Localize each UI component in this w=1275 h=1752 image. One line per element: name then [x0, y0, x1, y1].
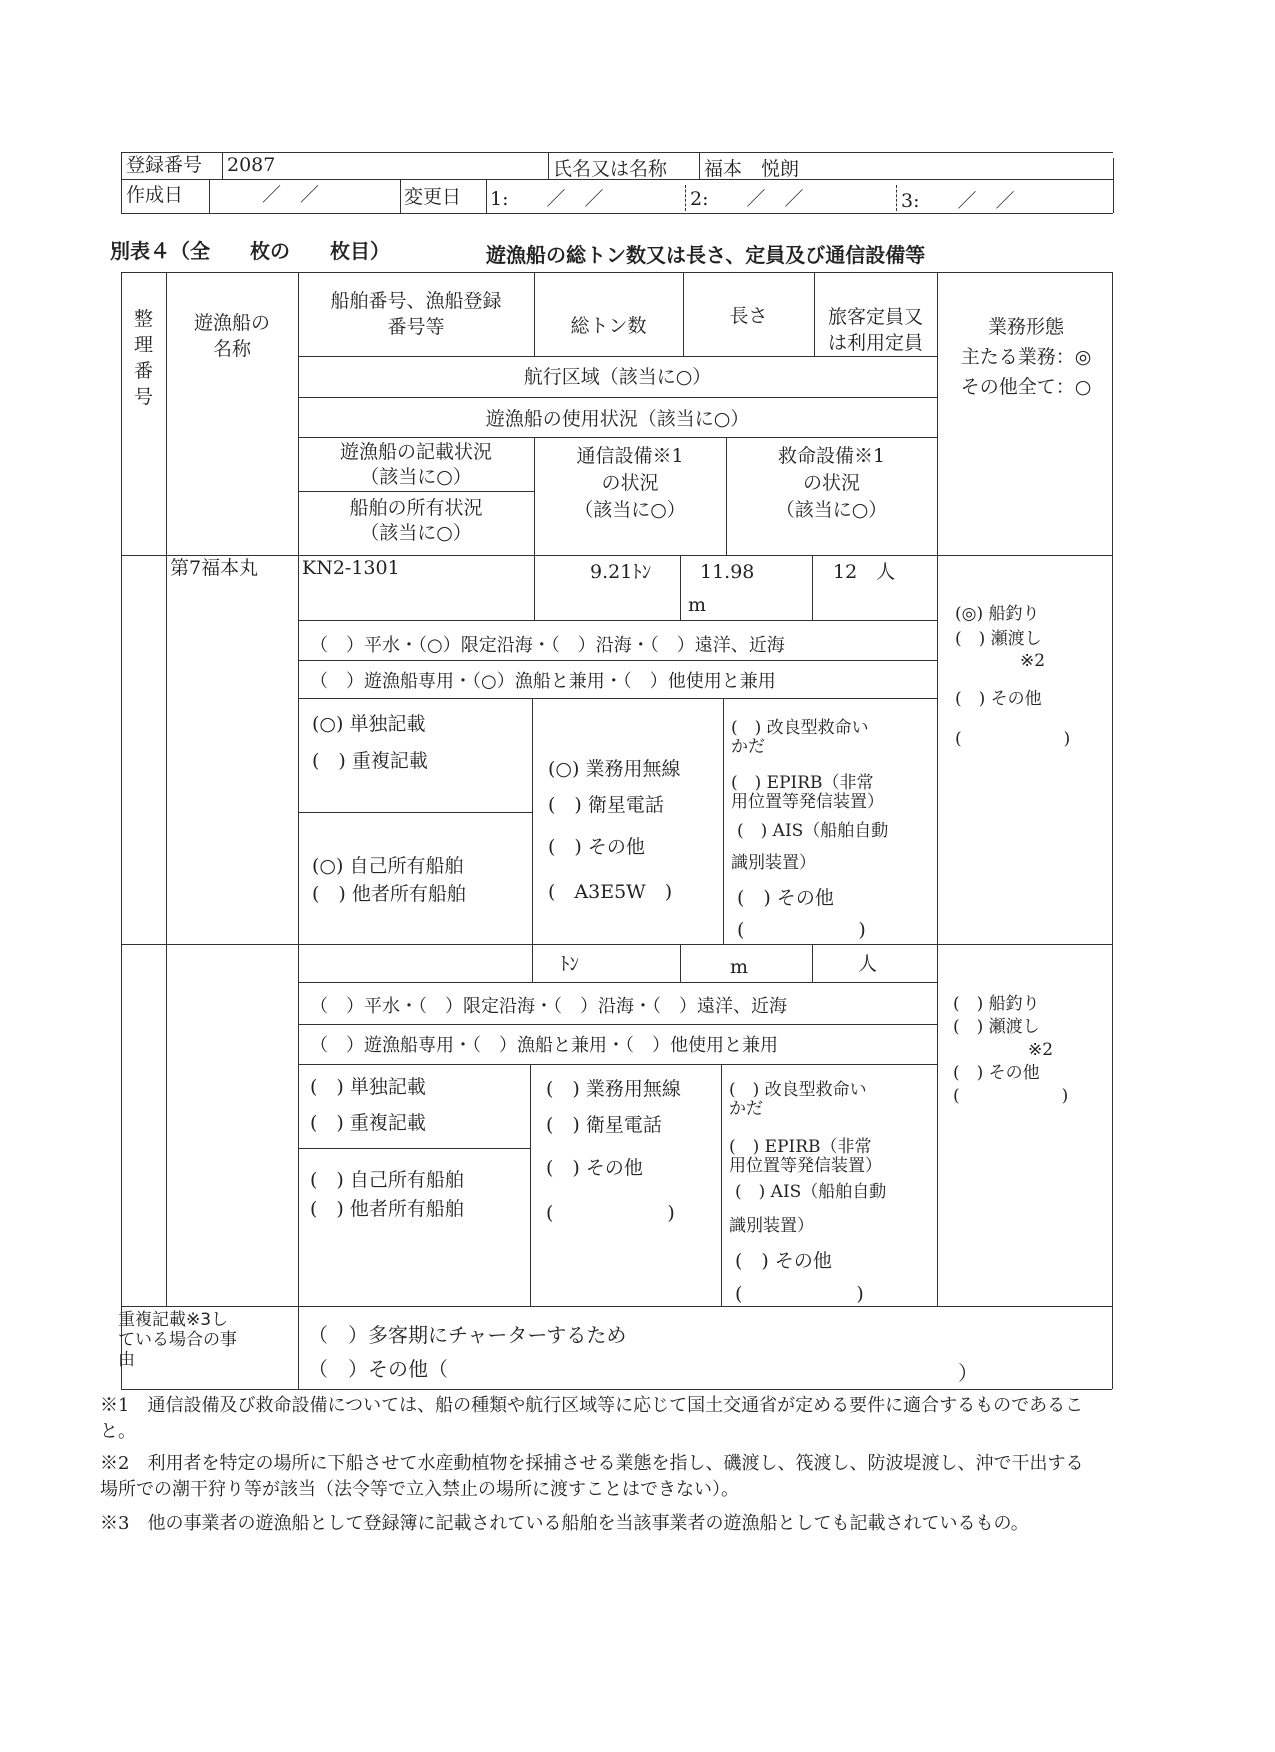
biz-ferry-note: ※2 — [1028, 1040, 1054, 1060]
comm-satellite: ( ) 衛星電話 — [548, 794, 664, 816]
reg-label: 登録番号 — [126, 154, 203, 176]
vessel-regno: KN2-1301 — [302, 557, 400, 579]
life-ais-cont: 識別装置） — [729, 1216, 814, 1236]
biz-fishing: (◎) 船釣り — [955, 604, 1040, 624]
life-other: ( ) その他 — [735, 1250, 832, 1272]
change-1: 1: ／ ／ — [490, 188, 604, 210]
owner-self: ( ) 自己所有船舶 — [310, 1169, 464, 1191]
comm-other: ( ) その他 — [548, 836, 645, 858]
duplicate-reason-charter: （ ）多客期にチャーターするため — [308, 1323, 627, 1347]
owner-other: ( ) 他者所有船舶 — [312, 883, 466, 905]
duplicate-reason-other: （ ）その他（ — [308, 1357, 448, 1381]
footnote-2: ※2 利用者を特定の場所に下船させて水産動植物を採捕させる業態を指し、磯渡し、筏渡し、防波堤渡し、沖で干出する場所での潮干狩り等が該当（法令等で立入禁止の場所に渡すことはできない）。 — [100, 1453, 1084, 1500]
comm-radio: (○) 業務用無線 — [548, 758, 681, 780]
life-raft-cont: かだ — [729, 1099, 763, 1119]
changed-label: 変更日 — [404, 186, 462, 208]
vessel-length-unit: m — [688, 594, 707, 616]
created-value: ／ ／ — [262, 184, 320, 206]
life-raft: ( ) 改良型救命い — [729, 1080, 867, 1100]
col-capacity-header: 旅客定員又 は利用定員 — [827, 306, 923, 354]
col-business-header: 業務形態 主たる業務：◎ その他全て：○ — [960, 316, 1092, 398]
vessel-length-unit: m — [730, 956, 749, 978]
area-header: 航行区域（該当に○） — [523, 366, 712, 388]
footnote-3: ※3 他の事業者の遊漁船として登録簿に記載されている船舶を当該事業者の遊漁船としても記載されているもの。 — [100, 1513, 1029, 1534]
comm-radio: ( ) 業務用無線 — [546, 1078, 681, 1100]
biz-other-detail: ( ) — [955, 729, 1071, 749]
vessel-capacity: 12 人 — [833, 561, 896, 583]
biz-fishing: ( ) 船釣り — [953, 994, 1040, 1014]
owner-self: (○) 自己所有船舶 — [312, 855, 464, 877]
biz-other: ( ) その他 — [953, 1063, 1040, 1083]
duplicate-reason-label: 重複記載※3し ている場合の事 由 — [118, 1310, 237, 1370]
life-epirb-cont: 用位置等発信装置） — [731, 792, 884, 812]
area-options: （ ）平水・（ ）限定沿海・（ ）沿海・（ ）遠洋、近海 — [310, 996, 787, 1017]
biz-other: ( ) その他 — [955, 689, 1042, 709]
area-options: （ ）平水・（○）限定沿海・（ ）沿海・（ ）遠洋、近海 — [310, 635, 785, 656]
life-other-detail: ( ) — [737, 919, 866, 941]
life-raft-cont: かだ — [731, 737, 765, 757]
record-single: (○) 単独記載 — [312, 713, 426, 735]
vessel-tonnage: ﾄﾝ — [560, 953, 580, 975]
ownership-header: 船舶の所有状況 （該当に○） — [349, 497, 483, 544]
col-tonnage-header: 総トン数 — [570, 315, 647, 337]
lifesaving-header: 救命設備※1 の状況 （該当に○） — [775, 445, 888, 521]
record-duplicate: ( ) 重複記載 — [310, 1112, 426, 1134]
page-title: 遊漁船の総トン数又は長さ、定員及び通信設備等 — [486, 243, 926, 267]
life-ais: ( ) AIS（船舶自動 — [737, 821, 889, 841]
comm-other-detail: ( A3E5W ) — [548, 881, 673, 903]
duplicate-reason-other-close: ） — [958, 1361, 978, 1385]
life-epirb: ( ) EPIRB（非常 — [729, 1137, 872, 1157]
biz-other-detail: ( ) — [953, 1086, 1069, 1106]
life-other-detail: ( ) — [735, 1283, 864, 1305]
record-duplicate: ( ) 重複記載 — [312, 750, 428, 772]
footnote-1: ※1 通信設備及び救命設備については、船の種類や航行区域等に応じて国土交通省が定める要件に適合するものであること。 — [100, 1395, 1084, 1442]
record-status-header: 遊漁船の記載状況 （該当に○） — [339, 441, 492, 488]
life-raft: ( ) 改良型救命い — [731, 718, 869, 738]
usage-header: 遊漁船の使用状況（該当に○） — [485, 408, 750, 430]
comm-satellite: ( ) 衛星電話 — [546, 1114, 662, 1136]
name-value: 福本 悦朗 — [704, 158, 800, 180]
comm-header: 通信設備※1 の状況 （該当に○） — [574, 445, 686, 521]
change-3: 3: ／ ／ — [901, 190, 1015, 212]
biz-ferry: ( ) 瀬渡し — [953, 1017, 1040, 1037]
col-length-header: 長さ — [729, 305, 768, 327]
col-name-header: 遊漁船の 名称 — [193, 312, 270, 360]
comm-other-detail: ( ) — [546, 1202, 675, 1224]
created-label: 作成日 — [126, 184, 184, 206]
usage-options: （ ）遊漁船専用・（ ）漁船と兼用・（ ）他使用と兼用 — [310, 1035, 778, 1056]
vessel-tonnage: 9.21ﾄﾝ — [590, 561, 652, 583]
life-ais-cont: 識別装置） — [731, 853, 816, 873]
reg-value: 2087 — [227, 154, 276, 176]
change-2: 2: ／ ／ — [690, 188, 804, 210]
title-prefix: 別表４（全 枚の 枚目） — [110, 239, 390, 263]
vessel-length: 11.98 — [700, 561, 755, 583]
col-regno-header: 船舶番号、漁船登録 番号等 — [330, 290, 502, 338]
usage-options: （ ）遊漁船専用・（○）漁船と兼用・（ ）他使用と兼用 — [310, 671, 776, 692]
owner-other: ( ) 他者所有船舶 — [310, 1198, 464, 1220]
biz-ferry: ( ) 瀬渡し — [955, 629, 1042, 649]
col-no-header: 整 理 番 号 — [133, 308, 153, 408]
life-epirb-cont: 用位置等発信装置） — [729, 1156, 882, 1176]
biz-ferry-note: ※2 — [1020, 651, 1046, 671]
name-label: 氏名又は名称 — [553, 158, 668, 180]
record-single: ( ) 単独記載 — [310, 1076, 426, 1098]
life-other: ( ) その他 — [737, 887, 834, 909]
life-epirb: ( ) EPIRB（非常 — [731, 773, 874, 793]
vessel-name: 第7福本丸 — [170, 557, 259, 579]
life-ais: ( ) AIS（船舶自動 — [735, 1182, 887, 1202]
vessel-capacity: 人 — [858, 953, 878, 975]
comm-other: ( ) その他 — [546, 1157, 643, 1179]
